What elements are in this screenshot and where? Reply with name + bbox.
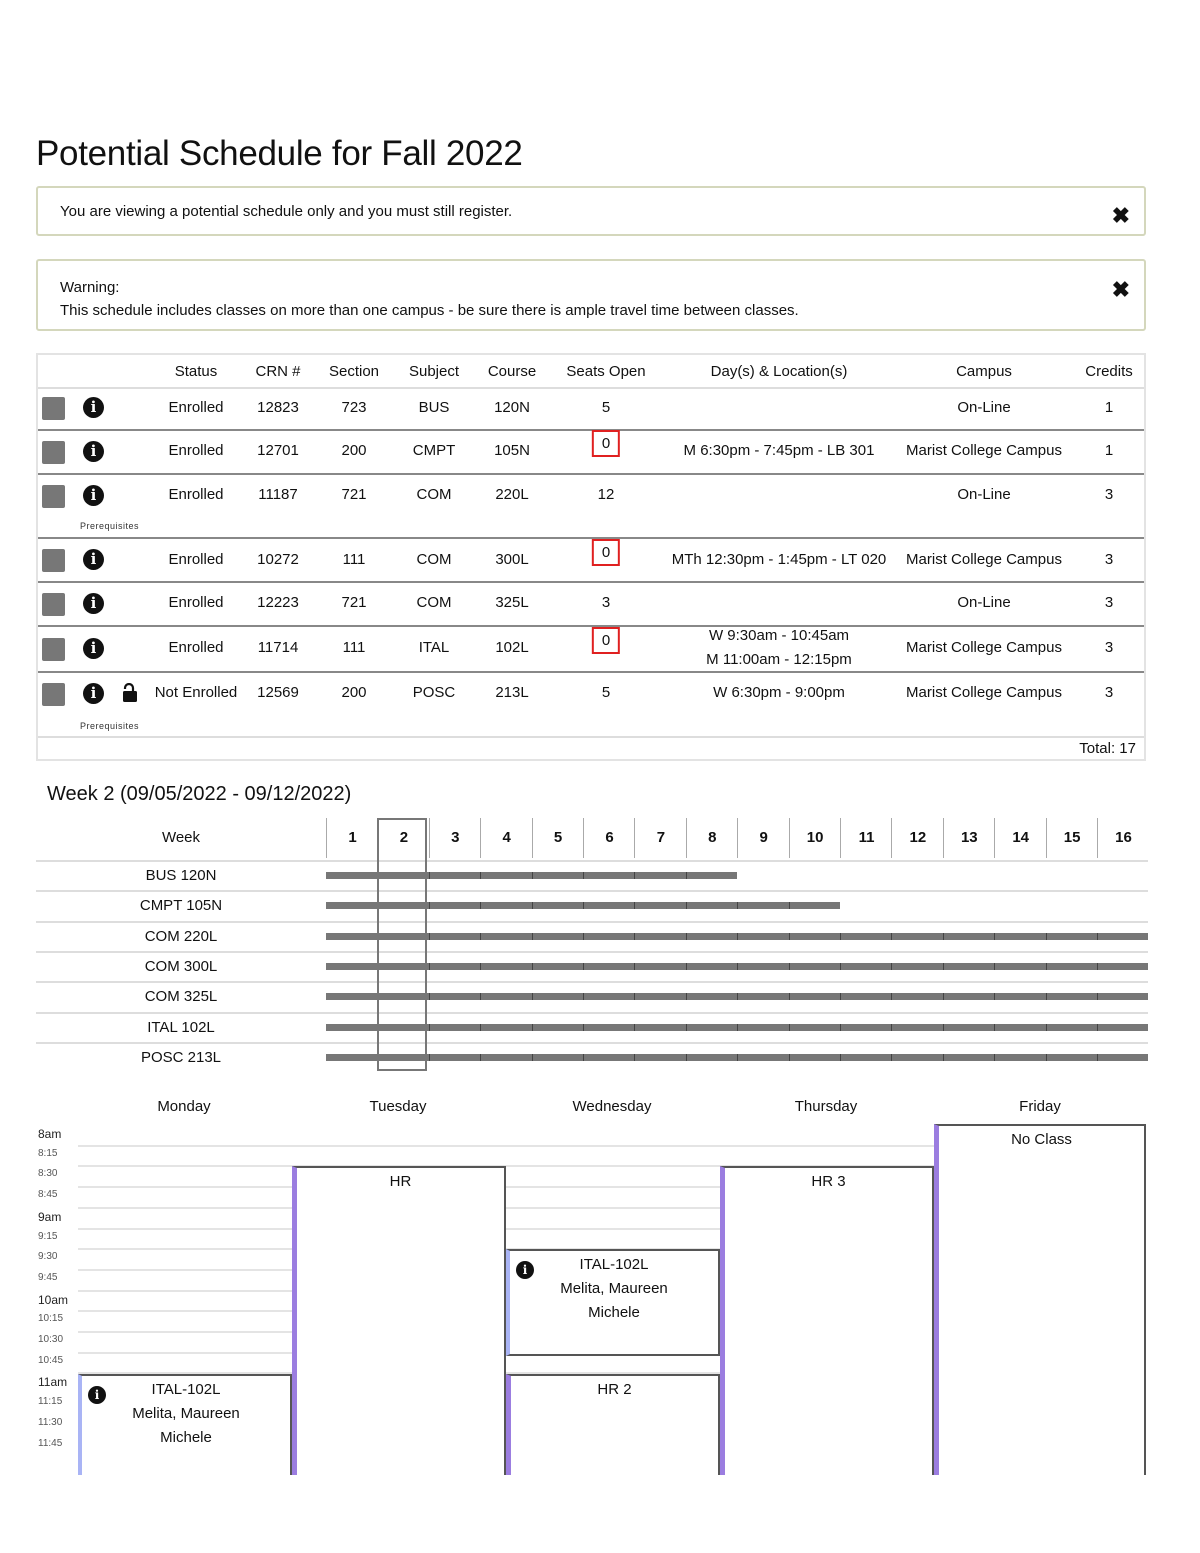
- table-row: i Enrolled 12701 200 CMPT 105N 0 M 6:30pm - 7:45pm - LB 301 Marist College Campus 1: [38, 431, 1144, 475]
- week-tick: [634, 933, 635, 940]
- week-course-label: CMPT 105N: [139, 897, 223, 915]
- week-col-16[interactable]: 16: [1097, 818, 1149, 858]
- week-tick: [1046, 933, 1047, 940]
- day-monday: Monday: [157, 1098, 211, 1115]
- week-course-label: COM 325L: [144, 988, 218, 1006]
- week-tick: [891, 1054, 892, 1061]
- table-header: [38, 355, 1144, 389]
- week-course-label: BUS 120N: [145, 867, 217, 884]
- week-tick: [480, 933, 481, 940]
- time-label: 10:45: [38, 1354, 64, 1366]
- week-col-10[interactable]: 10: [789, 818, 841, 858]
- info-icon[interactable]: i: [83, 485, 104, 506]
- time-label: 11:45: [38, 1437, 63, 1449]
- week-tick: [1046, 963, 1047, 970]
- time-label: 11:30: [38, 1416, 63, 1428]
- day-thursday: Thursday: [794, 1098, 858, 1115]
- week-tick: [994, 1054, 995, 1061]
- week-course-label: ITAL 102L: [147, 1018, 215, 1036]
- week-col-12[interactable]: 12: [891, 818, 943, 858]
- day-wednesday: Wednesday: [572, 1098, 652, 1115]
- week-course-label: COM 300L: [144, 957, 218, 975]
- week-timeline: [36, 818, 1148, 1074]
- week-tick: [789, 902, 790, 909]
- week-tick: [583, 902, 584, 909]
- week-tick: [840, 1024, 841, 1031]
- week-tick: [1097, 993, 1098, 1000]
- info-icon[interactable]: i: [83, 441, 104, 462]
- row-divider: [36, 921, 1148, 923]
- week-tick: [1046, 1054, 1047, 1061]
- week-tick: [429, 963, 430, 970]
- day-friday: Friday: [1019, 1098, 1061, 1115]
- week-tick: [583, 872, 584, 879]
- table-row: i Enrolled 12223 721 COM 325L 3 On-Line 3: [38, 583, 1144, 627]
- week-tick: [737, 1024, 738, 1031]
- week-tick: [891, 963, 892, 970]
- week-course-label: COM 220L: [144, 927, 218, 945]
- week-col-2[interactable]: 2: [377, 818, 429, 858]
- week-col-5[interactable]: 5: [532, 818, 584, 858]
- week-tick: [686, 993, 687, 1000]
- week-tick: [737, 902, 738, 909]
- week-course-label: POSC 213L: [140, 1048, 222, 1066]
- week-col-1[interactable]: 1: [326, 818, 378, 858]
- day-tuesday: Tuesday: [369, 1098, 427, 1115]
- time-label: 11am: [38, 1375, 68, 1390]
- time-label: 10:30: [38, 1334, 64, 1345]
- row-checkbox[interactable]: [42, 485, 65, 508]
- week-tick: [943, 1054, 944, 1061]
- selected-week-highlight: [377, 818, 427, 1071]
- week-tick: [532, 933, 533, 940]
- col-crn[interactable]: CRN #: [255, 363, 301, 380]
- week-tick: [1046, 1024, 1047, 1031]
- week-tick: [1097, 963, 1098, 970]
- table-row: i Enrolled 10272 111 COM 300L 0 MTh 12:30pm - 1:45pm - LT 020 Marist College Campus 3: [38, 539, 1144, 583]
- week-tick: [686, 963, 687, 970]
- row-divider: [36, 860, 1148, 862]
- seats-zero-badge: 0: [592, 627, 620, 654]
- info-icon[interactable]: i: [516, 1261, 534, 1279]
- week-tick: [737, 963, 738, 970]
- col-status[interactable]: Status: [174, 363, 218, 380]
- week-tick: [789, 1054, 790, 1061]
- week-tick: [532, 1024, 533, 1031]
- unlock-icon: [122, 683, 138, 703]
- week-tick: [686, 1054, 687, 1061]
- row-divider: [36, 1012, 1148, 1014]
- prerequisites-link[interactable]: Prerequisites: [80, 721, 140, 731]
- table-row: i Enrolled 11714 111 ITAL 102L 0 W 9:30am - 10:45am M 11:00am - 12:15pm Marist College Campus 3: [38, 627, 1144, 673]
- seats-zero-badge: 0: [592, 539, 620, 566]
- week-label: Week: [161, 829, 201, 846]
- row-divider: [36, 951, 1148, 953]
- week-tick: [634, 1054, 635, 1061]
- time-label: 9:45: [38, 1271, 58, 1283]
- event-hr-tuesday[interactable]: HR: [292, 1166, 506, 1475]
- page-title: Potential Schedule for Fall 2022: [36, 134, 523, 173]
- col-days[interactable]: Day(s) & Location(s): [710, 363, 848, 380]
- week-tick: [480, 872, 481, 879]
- row-checkbox[interactable]: [42, 683, 65, 706]
- week-tick: [532, 1054, 533, 1061]
- week-tick: [1046, 993, 1047, 1000]
- week-col-7[interactable]: 7: [634, 818, 686, 858]
- table-row: i Enrolled 12823 723 BUS 120N 5 On-Line 1: [38, 387, 1144, 431]
- table-row: i Enrolled 11187 721 COM 220L 12 On-Line 3 Prerequisites: [38, 475, 1144, 539]
- week-col-6[interactable]: 6: [583, 818, 635, 858]
- info-icon[interactable]: i: [83, 638, 104, 659]
- week-tick: [686, 872, 687, 879]
- seats-zero-badge: 0: [592, 430, 620, 457]
- event-hr3-thursday[interactable]: HR 3: [720, 1166, 934, 1475]
- week-tick: [480, 963, 481, 970]
- week-tick: [737, 1054, 738, 1061]
- week-col-4[interactable]: 4: [480, 818, 532, 858]
- week-tick: [429, 933, 430, 940]
- week-tick: [1097, 1024, 1098, 1031]
- row-checkbox[interactable]: [42, 441, 65, 464]
- info-alert-text: You are viewing a potential schedule only and you must still register.: [60, 203, 513, 220]
- week-col-15[interactable]: 15: [1046, 818, 1098, 858]
- week-tick: [994, 933, 995, 940]
- event-ital-monday[interactable]: i ITAL-102L Melita, Maureen Michele: [78, 1374, 292, 1475]
- event-ital-wednesday[interactable]: i ITAL-102L Melita, Maureen Michele: [506, 1249, 720, 1356]
- no-class-block: No Class: [934, 1124, 1146, 1475]
- table-row: i Not Enrolled 12569 200 POSC 213L 5 W 6:30pm - 9:00pm Marist College Campus 3 Prerequisites: [38, 673, 1144, 738]
- week-tick: [532, 902, 533, 909]
- schedule-table: [36, 353, 1146, 761]
- col-course[interactable]: Course: [487, 363, 537, 380]
- week-tick: [789, 1024, 790, 1031]
- week-tick: [891, 993, 892, 1000]
- row-checkbox[interactable]: [42, 638, 65, 661]
- close-icon[interactable]: ✖: [1111, 203, 1130, 228]
- info-icon[interactable]: i: [88, 1386, 106, 1404]
- event-hr2-wednesday[interactable]: HR 2: [506, 1374, 720, 1475]
- week-col-9[interactable]: 9: [737, 818, 789, 858]
- week-col-13[interactable]: 13: [943, 818, 995, 858]
- week-tick: [429, 1024, 430, 1031]
- week-tick: [943, 963, 944, 970]
- col-campus[interactable]: Campus: [956, 363, 1012, 380]
- week-tick: [634, 902, 635, 909]
- week-tick: [686, 933, 687, 940]
- week-tick: [583, 1024, 584, 1031]
- week-tick: [532, 963, 533, 970]
- time-label: 8:30: [38, 1168, 58, 1180]
- row-checkbox[interactable]: [42, 593, 65, 616]
- week-tick: [634, 1024, 635, 1031]
- row-divider: [36, 981, 1148, 983]
- time-label: 10am: [38, 1292, 69, 1307]
- time-label: 8am: [38, 1127, 62, 1141]
- week-tick: [532, 993, 533, 1000]
- col-section[interactable]: Section: [328, 363, 380, 380]
- week-tick: [1097, 933, 1098, 940]
- info-icon[interactable]: i: [83, 593, 104, 614]
- close-icon[interactable]: ✖: [1111, 277, 1130, 302]
- week-tick: [737, 993, 738, 1000]
- week-tick: [943, 933, 944, 940]
- info-alert: [36, 186, 1146, 236]
- week-tick: [429, 993, 430, 1000]
- week-tick: [583, 933, 584, 940]
- time-label: 9:30: [38, 1251, 58, 1263]
- info-icon[interactable]: i: [83, 683, 104, 704]
- week-tick: [1097, 1054, 1098, 1061]
- week-tick: [634, 872, 635, 879]
- row-checkbox[interactable]: [42, 549, 65, 572]
- col-subject[interactable]: Subject: [408, 363, 460, 380]
- week-tick: [480, 1054, 481, 1061]
- week-col-8[interactable]: 8: [686, 818, 738, 858]
- week-tick: [429, 872, 430, 879]
- time-label: 9am: [38, 1209, 62, 1224]
- week-tick: [994, 963, 995, 970]
- week-tick: [634, 993, 635, 1000]
- prerequisites-link[interactable]: Prerequisites: [80, 521, 140, 531]
- week-tick: [840, 1054, 841, 1061]
- time-label: 9:15: [38, 1230, 58, 1242]
- week-tick: [891, 1024, 892, 1031]
- row-checkbox[interactable]: [42, 397, 65, 420]
- week-tick: [480, 902, 481, 909]
- week-tick: [840, 963, 841, 970]
- week-tick: [480, 993, 481, 1000]
- time-label: 8:45: [38, 1189, 58, 1201]
- warning-title: Warning:: [60, 279, 120, 296]
- week-tick: [634, 963, 635, 970]
- week-tick: [429, 1054, 430, 1061]
- week-col-14[interactable]: 14: [994, 818, 1046, 858]
- week-col-3[interactable]: 3: [429, 818, 481, 858]
- week-tick: [737, 933, 738, 940]
- warning-text: This schedule includes classes on more than one campus - be sure there is ample travel time between classes.: [60, 302, 799, 319]
- warning-alert: [36, 259, 1146, 331]
- week-col-11[interactable]: 11: [840, 818, 892, 858]
- week-tick: [583, 963, 584, 970]
- week-tick: [840, 993, 841, 1000]
- total-credits: Total: 17: [1079, 740, 1136, 757]
- info-icon[interactable]: i: [83, 549, 104, 570]
- week-tick: [686, 1024, 687, 1031]
- row-divider: [36, 1042, 1148, 1044]
- week-tick: [994, 1024, 995, 1031]
- weekly-calendar: [36, 1090, 1146, 1475]
- week-tick: [583, 993, 584, 1000]
- week-tick: [686, 902, 687, 909]
- week-tick: [943, 993, 944, 1000]
- week-tick: [891, 933, 892, 940]
- col-seats[interactable]: Seats Open: [566, 363, 646, 380]
- week-tick: [789, 963, 790, 970]
- col-credits[interactable]: Credits: [1085, 363, 1133, 380]
- time-label: 11:15: [38, 1396, 63, 1408]
- info-icon[interactable]: i: [83, 397, 104, 418]
- time-label: 10:15: [38, 1313, 64, 1325]
- week-tick: [789, 933, 790, 940]
- week-tick: [583, 1054, 584, 1061]
- week-tick: [480, 1024, 481, 1031]
- week-tick: [532, 872, 533, 879]
- week-heading: Week 2 (09/05/2022 - 09/12/2022): [47, 783, 352, 805]
- week-tick: [943, 1024, 944, 1031]
- week-tick: [994, 993, 995, 1000]
- row-divider: [36, 890, 1148, 892]
- time-label: 8:15: [38, 1147, 58, 1159]
- week-tick: [789, 993, 790, 1000]
- week-tick: [429, 902, 430, 909]
- week-tick: [840, 933, 841, 940]
